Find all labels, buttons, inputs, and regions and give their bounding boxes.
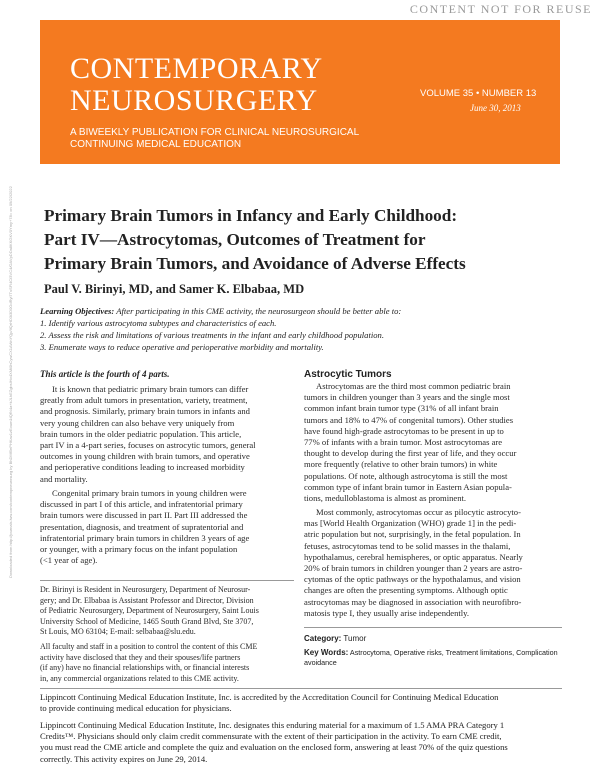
series-note: This article is the fourth of 4 parts. xyxy=(40,369,170,379)
accreditation-statement: Lippincott Continuing Medical Education Institute, Inc. is accredited by the Accreditation Council for Continuing Medical Education to provide continuing medical education for physicians. xyxy=(40,692,499,714)
journal-subtitle-line1: A BIWEEKLY PUBLICATION FOR CLINICAL NEUROSURGICAL xyxy=(70,127,360,138)
objective-item: 1. Identify various astrocytoma subtypes and characteristics of each. xyxy=(40,318,277,328)
article-authors: Paul V. Birinyi, MD, and Samer K. Elbabaa, MD xyxy=(44,282,305,296)
disclosure-statement: All faculty and staff in a position to control the content of this CME activity have disclosed that they and their spouses/life partners (if any) have no financial relationships with, or financial interests in, any commercial organizations related to this CME activity. xyxy=(40,642,258,683)
column-divider xyxy=(40,580,294,581)
left-paragraph-1: It is known that pediatric primary brain tumors can differ greatly from adult tumors in presentation, variety, treatment, and prognosis. Similarly, primary brain tumors in infants and very young children can also behave very uniquely from brain tumors in the older pediatric population. This article, part IV in a 4-part series, focuses on astrocytic tumors, general outcomes in young children with brain tumors, and operative and perioperative conditions leading to increased morbidity and mortality. xyxy=(40,384,256,484)
objective-item: 3. Enumerate ways to reduce operative and perioperative morbidity and mortality. xyxy=(40,342,324,352)
issue-date: June 30, 2013 xyxy=(470,103,521,113)
keywords-divider xyxy=(304,627,562,628)
learning-objectives-label: Learning Objectives: xyxy=(40,306,115,316)
learning-objectives-intro xyxy=(40,306,401,316)
learning-objectives-text: After participating in this CME activity, the neurosurgeon should be better able to: xyxy=(114,306,402,316)
keywords-value: Astrocytoma, Operative risks, Treatment limitations, Complication avoidance xyxy=(304,648,558,667)
article-title-line1: Primary Brain Tumors in Infancy and Early Childhood: xyxy=(44,206,458,225)
journal-subtitle-line2: CONTINUING MEDICAL EDUCATION xyxy=(70,139,242,150)
article-title-line2: Part IV—Astrocytomas, Outcomes of Treatment for xyxy=(44,230,426,249)
keywords-label: Key Words: xyxy=(304,648,349,657)
keywords xyxy=(304,648,562,668)
category-value: Tumor xyxy=(341,634,367,643)
category xyxy=(304,634,366,643)
right-paragraph-1: Astrocytomas are the third most common pediatric brain tumors in children younger than 3 years and the single most common infant brain tumor type (31% of all infant brain tumors and 18% to 47% of congenital tumors). Other studies have found high-grade astrocytomas to be present in up to 77% of infants with a brain tumor. Most astrocytomas are thought to develop during the first year of life, and they occur more frequently (relative to other brain tumors) in white populations. Of note, although astrocytoma is still the most common type of infant brain tumor in Eastern Asian popula- tions, medulloblastoma is almost as prominent. xyxy=(304,381,517,504)
left-paragraph-2: Congenital primary brain tumors in young children were discussed in part I of this article, and infratentorial primary brain tumors were discussed in part II. Part III addressed the presentation, diagnosis, and treatment of supratentorial and infratentorial primary brain tumors in children 3 years of age or younger, with a primary focus on the infant population (<1 year of age). xyxy=(40,488,250,566)
journal-name-line1: CONTEMPORARY xyxy=(70,52,323,85)
objective-item: 2. Assess the risk and limitations of various treatments in the infant and early childhood population. xyxy=(40,330,384,340)
author-affiliations: Dr. Birinyi is Resident in Neurosurgery, Department of Neurosur- gery; and Dr. Elbabaa is Assistant Professor and Director, Division of Pediatric Neurosurgery, Department of Neurosurgery, Saint Louis University School of Medicine, 1465 South Grand Blvd, Ste 3707, St Louis, MO 63104; E-mail: selbabaa@slu.edu. xyxy=(40,585,259,637)
article-title-line3: Primary Brain Tumors, and Avoidance of Adverse Effects xyxy=(44,254,466,273)
section-heading: Astrocytic Tumors xyxy=(304,369,392,380)
volume-number: VOLUME 35 • NUMBER 13 xyxy=(420,88,537,99)
category-label: Category: xyxy=(304,634,342,643)
journal-name-line2: NEUROSURGERY xyxy=(70,84,318,117)
download-sidebar xyxy=(6,186,20,580)
download-note: Downloaded from http://journals.lww.com/contempneurosurg by BhDMf5ePHKav1zEoum1tQfN4a+kJLhEZgbsIHo4XMi0hCywCX1AWnYQp/IlQrHD3i3D0OdRyi7TvSFl4Cf3VC4/OAVpDDa8KKGKV0Ymy+78= on 09/22/2022 xyxy=(8,186,13,578)
watermark-text: CONTENT NOT FOR REUSE xyxy=(409,2,592,16)
right-paragraph-2: Most commonly, astrocytomas occur as pilocytic astrocyto- mas [World Health Organization (WHO) grade 1] in the pedi- atric population but not, surprisingly, in the fetal population. In fetuses, astrocytomas tend to be solid masses in the thalami, hypothalamus, cerebral hemispheres, or optic apparatus. Nearly 20% of brain tumors in children younger than 2 years are astro- cytomas of the optic pathways or the hypothalamus, and vision changes are often the presenting symptoms. Although optic astrocytomas may be diagnosed in association with neurofibro- matosis type I, they usually arise independently. xyxy=(304,507,523,618)
credit-designation: Lippincott Continuing Medical Education Institute, Inc. designates this enduring material for a maximum of 1.5 AMA PRA Category 1 Credits™. Physicians should only claim credit commensurate with the extent of their participation in the activity. To earn CME credit, you must read the CME article and complete the quiz and evaluation on the enclosed form, answering at least 70% of the quiz questions correctly. This activity expires on June 29, 2014. xyxy=(40,720,508,764)
footer-divider xyxy=(40,688,562,689)
